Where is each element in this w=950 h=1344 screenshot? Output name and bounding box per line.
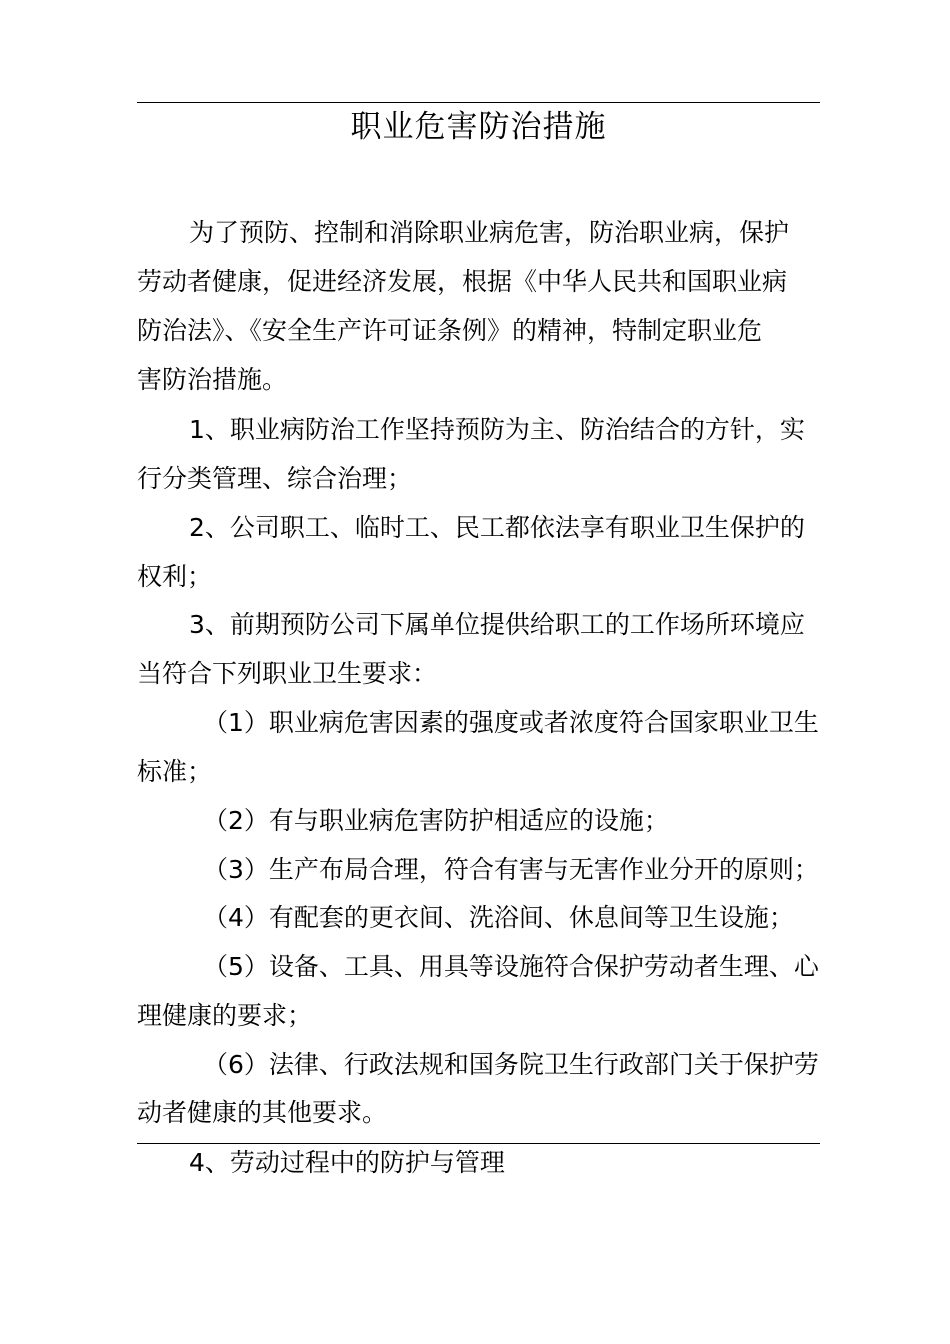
paragraph-line: 害防治措施。 bbox=[137, 365, 288, 394]
paragraph-line: （1）职业病危害因素的强度或者浓度符合国家职业卫生 bbox=[203, 708, 819, 737]
paragraph-line: 理健康的要求； bbox=[137, 1001, 313, 1030]
paragraph-line: （2）有与职业病危害防护相适应的设施； bbox=[203, 806, 669, 835]
paragraph-line: 动者健康的其他要求。 bbox=[137, 1098, 388, 1127]
document-title: 职业危害防治措施 bbox=[350, 109, 607, 145]
paragraph-line: 权利； bbox=[137, 562, 213, 591]
header-rule bbox=[137, 102, 820, 103]
paragraph-line: 3、前期预防公司下属单位提供给职工的工作场所环境应 bbox=[189, 610, 805, 639]
paragraph-line: 防治法》、《安全生产许可证条例》的精神，特制定职业危 bbox=[137, 316, 763, 345]
paragraph-line: （5）设备、工具、用具等设施符合保护劳动者生理、心 bbox=[203, 952, 819, 981]
paragraph-line: 标准； bbox=[137, 757, 213, 786]
paragraph-line: 行分类管理、综合治理； bbox=[137, 464, 413, 493]
paragraph-line: （6）法律、行政法规和国务院卫生行政部门关于保护劳 bbox=[203, 1050, 819, 1079]
paragraph-line: 为了预防、控制和消除职业病危害，防治职业病，保护 bbox=[189, 218, 790, 247]
paragraph-line: （4）有配套的更衣间、洗浴间、休息间等卫生设施； bbox=[203, 903, 794, 932]
paragraph-line: 劳动者健康，促进经济发展，根据《中华人民共和国职业病 bbox=[137, 267, 788, 296]
paragraph-line: 1、职业病防治工作坚持预防为主、防治结合的方针，实 bbox=[189, 415, 805, 444]
paragraph-line: 4、劳动过程中的防护与管理 bbox=[189, 1148, 505, 1177]
paragraph-line: （3）生产布局合理，符合有害与无害作业分开的原则； bbox=[203, 855, 819, 884]
paragraph-line: 2、公司职工、临时工、民工都依法享有职业卫生保护的 bbox=[189, 513, 805, 542]
paragraph-line: 当符合下列职业卫生要求： bbox=[137, 659, 438, 688]
